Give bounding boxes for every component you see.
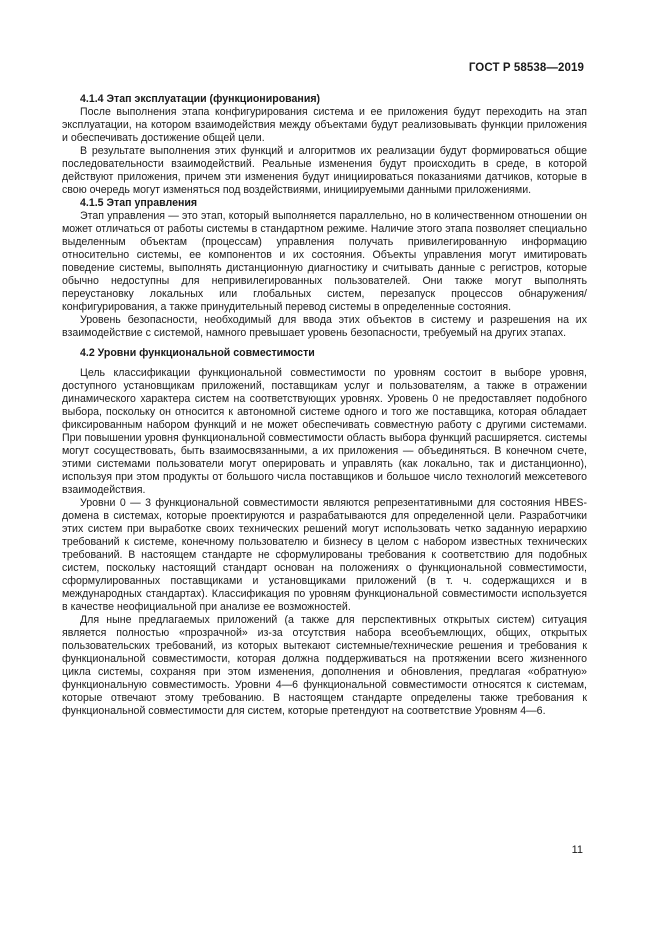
section-4-2-paragraph-1: Цель классификации функциональной совместимости по уровням состоит в выборе уровня, доступного установщикам приложений, поставщикам услуг и пользователям, а также в отражении динамического характера систем на соответствующих уровнях. Уровень 0 не предоставляет подобного выбора, поскольку он относится к автономной системе одного и того же поставщика, которая обладает фиксированным набором функций и не может обеспечивать совместную работу с другими системами. При повышении уровня функциональной совместимости область выбора функций расширяется. системы могут сосуществовать, быть взаимосвязанными, а их приложения — объединяться. В конечном счете, этими системами пользователи могут оперировать и управлять (как локально, так и дистанционно), используя при этом продукты от большого числа поставщиков и большое число технологий межсетевого взаимодействия. <box>62 367 587 496</box>
section-4-1-5-paragraph-1: Этап управления — это этап, который выполняется параллельно, но в количественном отношении он может отличаться от работы системы в стандартном режиме. Наличие этого этапа позволяет специально выделенным объектам (процессам) управления получать привилегированную информацию относительно системы, ее компонентов и их состояния. Объекты управления могут имитировать поведение системы, выполнять дистанционную диагностику и считывать данные с регистров, которые обычно недоступны для непривилегированных пользователей. Они также могут выполнять переустановку локальных или глобальных систем, перезапуск процессов обнаружения/конфигурирования, а также принудительный перевод системы в определенные состояния. <box>62 210 587 313</box>
section-4-1-4-paragraph-2: В результате выполнения этих функций и алгоритмов их реализации будут формироваться общие последовательности взаимодействий. Реальные изменения будут происходить в среде, в которой действуют приложения, причем эти изменения будут инициироваться показаниями датчиков, которые в свою очередь могут изменяться под воздействиями, инициируемыми данными приложениями. <box>62 145 587 196</box>
section-4-2-paragraph-2: Уровни 0 — 3 функциональной совместимости являются репрезентативными для состояния HBES-домена в системах, которые проектируются и разрабатываются для определенной цели. Разработчики этих систем при выработке своих технических решений могут использовать четко заданную иерархию требований к системе, конечному пользователю и бизнесу в целом с набором известных технических требований. В настоящем стандарте не сформулированы требования к соответствию для подобных систем, поскольку настоящий стандарт основан на положениях о функциональной совместимости, сформулированных поставщиками и установщиками приложений (в т. ч. содержащихся и в международных стандартах). Классификация по уровням функциональной совместимости используется в качестве неофициальной при анализе ее возможностей. <box>62 497 587 613</box>
section-4-1-5-paragraph-2: Уровень безопасности, необходимый для ввода этих объектов в систему и разрешения на их взаимодействие с системой, намного превышает уровень безопасности, требуемый на других этапах. <box>62 314 587 339</box>
page-number: 11 <box>571 844 583 856</box>
section-4-2-paragraph-3: Для ныне предлагаемых приложений (а также для перспективных открытых систем) ситуация является полностью «прозрачной» из-за отсутствия набора всеобъемлющих, общих, открытых пользовательских требований, из которых вытекают системные/технические решения и требования к функциональной совместимости, которая должна поддерживаться на протяжении всего жизненного цикла системы, сохраняя при этом изменения, дополнения и обновления, предлагая «обратную» функциональную совместимость. Уровни 4—6 функциональной совместимости относятся к системам, которые отвечают этому требованию. В настоящем стандарте определены также требования к функциональной совместимости для систем, которые претендуют на соответствие Уровням 4—6. <box>62 614 587 717</box>
section-4-2-heading: 4.2 Уровни функциональной совместимости <box>80 347 315 359</box>
section-4-1-4-paragraph-1: После выполнения этапа конфигурирования система и ее приложения будут переходить на этап эксплуатации, на котором взаимодействия между объектами будут реализовывать функции приложения и обеспечивать достижение общей цели. <box>62 106 587 144</box>
page-body <box>62 93 587 718</box>
section-4-1-5-heading: 4.1.5 Этап управления <box>80 197 198 209</box>
document-designation: ГОСТ Р 58538—2019 <box>468 62 584 74</box>
section-4-1-4-heading: 4.1.4 Этап эксплуатации (функционирования) <box>80 93 321 105</box>
